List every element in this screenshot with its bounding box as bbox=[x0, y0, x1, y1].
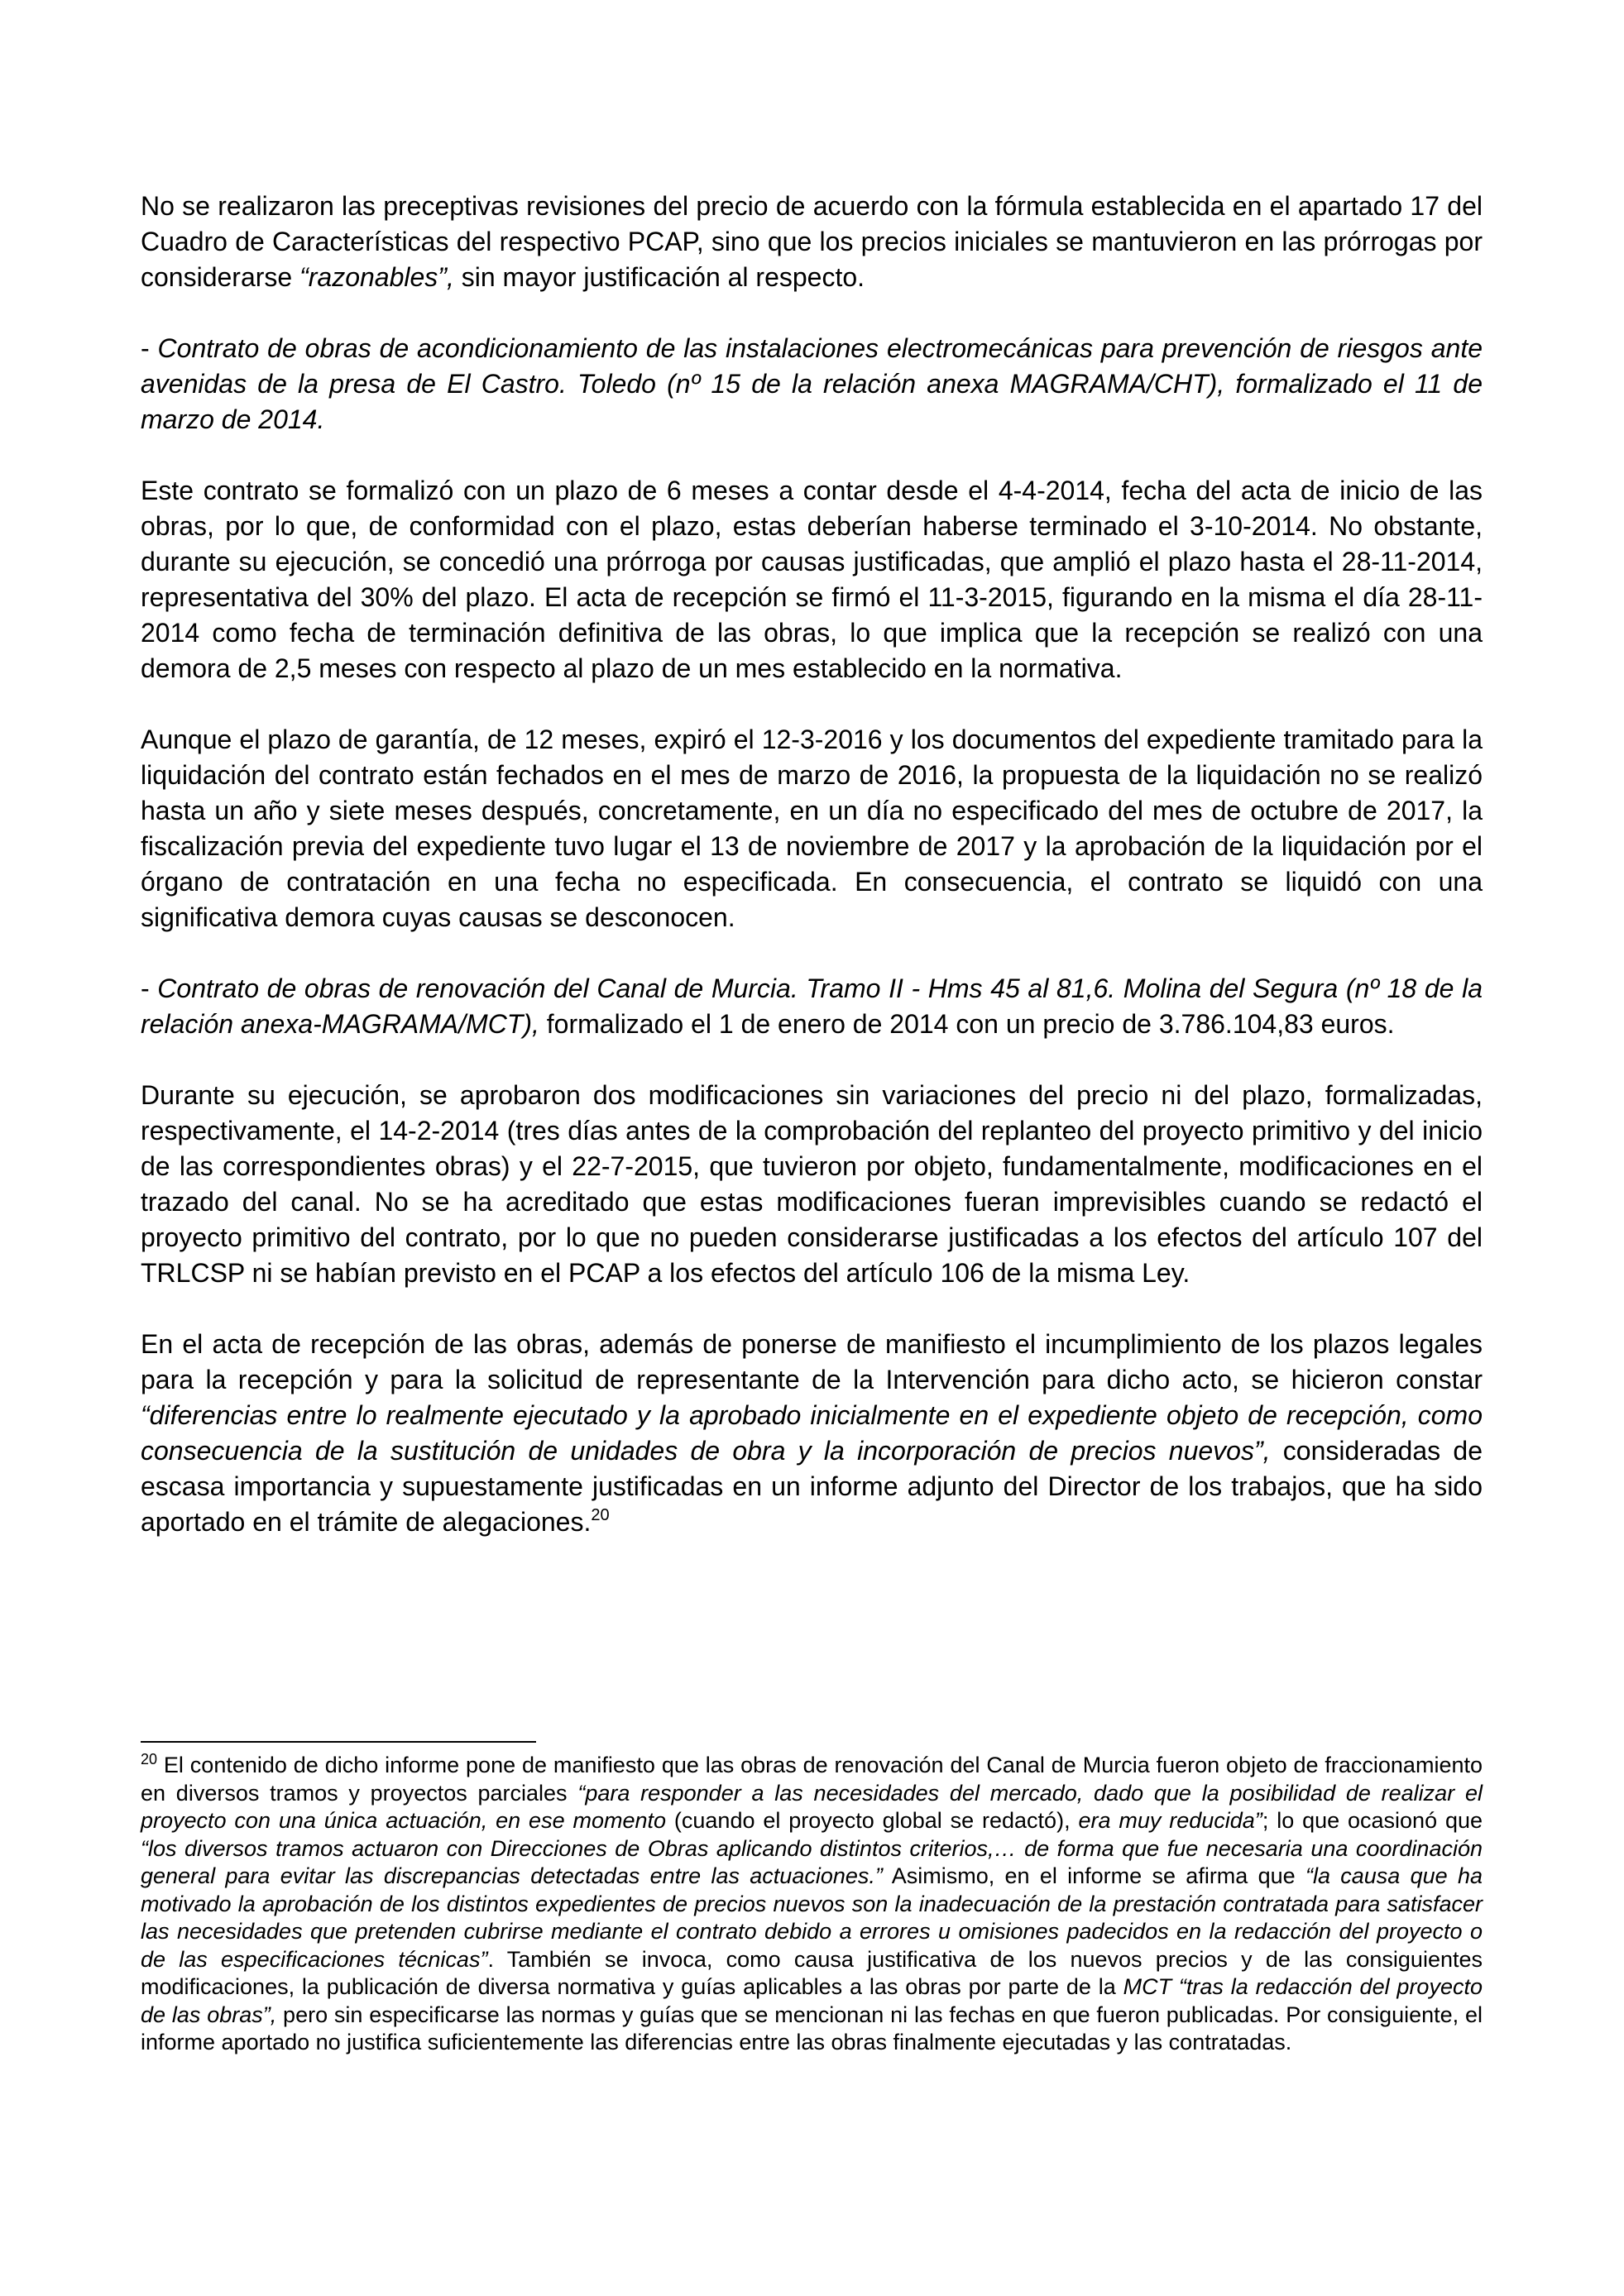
italic-text: “la causa que ha motivado la aprobación de los distintos expedientes de precios nuevos son la inadecuación de la prestación contratada para satisfacer las necesidades que pretenden cubrirse mediante el contrato debido a errores u omisiones padecidos en la redacción del proyecto o de las especificaciones técnicas” bbox=[141, 1863, 1483, 1972]
text-run: sin mayor justificación al respecto. bbox=[453, 262, 865, 292]
italic-text: “para responder a las necesidades del mercado, dado que la posibilidad de realizar el proyecto con una única actuación, en ese momento bbox=[141, 1780, 1483, 1833]
text-run: ; lo que ocasionó que bbox=[1262, 1808, 1483, 1833]
italic-text: Contrato de obras de acondicionamiento de las instalaciones electromecánicas para prevención de riesgos ante avenidas de la presa de El Castro. Toledo (nº 15 de la relación anexa MAGRAMA/CHT), formalizado el 11 de marzo de 2014. bbox=[141, 333, 1483, 434]
footnote-separator bbox=[141, 1741, 536, 1743]
paragraph bbox=[141, 1078, 1483, 1291]
italic-text: era muy reducida” bbox=[1078, 1808, 1262, 1833]
text-run: - bbox=[141, 333, 158, 363]
text-run: . También se invoca, como causa justificativa de los nuevos precios y de las consiguientes modificaciones, la publicación de diversa normativa y guías aplicables a las obras por parte de la bbox=[141, 1946, 1483, 1999]
paragraph bbox=[141, 189, 1483, 295]
paragraph bbox=[141, 722, 1483, 935]
paragraph bbox=[141, 971, 1483, 1042]
paragraph bbox=[141, 331, 1483, 438]
text-run: En el acta de recepción de las obras, además de ponerse de manifiesto el incumplimiento de los plazos legales para la recepción y para la solicitud de representante de la Intervención para dicho acto, se hicieron constar bbox=[141, 1329, 1483, 1394]
text-run: El contenido de dicho informe pone de manifiesto que las obras de renovación del Canal de Murcia fueron objeto de fraccionamiento en diversos tramos y proyectos parciales bbox=[141, 1753, 1483, 1806]
paragraph bbox=[141, 1327, 1483, 1540]
text-run: Este contrato se formalizó con un plazo de 6 meses a contar desde el 4-4-2014, fecha del acta de inicio de las obras, por lo que, de conformidad con el plazo, estas deberían haberse terminado el 3-10-2014. No obstante, durante su ejecución, se concedió una prórroga por causas justificadas, que amplió el plazo hasta el 28-11-2014, representativa del 30% del plazo. El acta de recepción se firmó el 11-3-2015, figurando en la misma el día 28-11-2014 como fecha de terminación definitiva de las obras, lo que implica que la recepción se realizó con una demora de 2,5 meses con respecto al plazo de un mes establecido en la normativa. bbox=[141, 476, 1483, 683]
text-run: No se realizaron las preceptivas revisiones del precio de acuerdo con la fórmula establecida en el apartado 17 del Cuadro de Características del respectivo PCAP, sino que los precios iniciales se mantuvieron en las prórrogas por considerarse bbox=[141, 191, 1483, 292]
text-run: formalizado el 1 de enero de 2014 con un precio de 3.786.104,83 euros. bbox=[539, 1009, 1395, 1039]
footnote bbox=[141, 1752, 1483, 2057]
text-run: Durante su ejecución, se aprobaron dos modificaciones sin variaciones del precio ni del plazo, formalizadas, respectivamente, el 14-2-2014 (tres días antes de la comprobación del replanteo del proyecto primitivo y del inicio de las correspondientes obras) y el 22-7-2015, que tuvieron por objeto, fundamentalmente, modificaciones en el trazado del canal. No se ha acreditado que estas modificaciones fueran imprevisibles cuando se redactó el proyecto primitivo del contrato, por lo que no pueden considerarse justificadas a los efectos del artículo 107 del TRLCSP ni se habían previsto en el PCAP a los efectos del artículo 106 de la misma Ley. bbox=[141, 1080, 1483, 1288]
text-run: Aunque el plazo de garantía, de 12 meses, expiró el 12-3-2016 y los documentos del expediente tramitado para la liquidación del contrato están fechados en el mes de marzo de 2016, la propuesta de la liquidación no se realizó hasta un año y siete meses después, concretamente, en un día no especificado del mes de octubre de 2017, la fiscalización previa del expediente tuvo lugar el 13 de noviembre de 2017 y la aprobación de la liquidación por el órgano de contratación en una fecha no especificada. En consecuencia, el contrato se liquidó con una significativa demora cuyas causas se desconocen. bbox=[141, 725, 1483, 932]
italic-text: “los diversos tramos actuaron con Direcciones de Obras aplicando distintos criterios,… de forma que fue necesaria una coordinación general para evitar las discrepancias detectadas entre las actuaciones.” bbox=[141, 1835, 1483, 1888]
text-run: pero sin especificarse las normas y guías que se mencionan ni las fechas en que fueron publicadas. Por consiguiente, el informe aportado no justifica suficientemente las diferencias entre las obras finalmente ejecutadas y las contratadas. bbox=[141, 2002, 1483, 2054]
paragraph bbox=[141, 473, 1483, 686]
footnote-reference: 20 bbox=[591, 1506, 610, 1524]
text-run: (cuando el proyecto global se redactó), bbox=[666, 1808, 1079, 1833]
italic-text: MCT “tras la redacción del proyecto de las obras”, bbox=[141, 1974, 1483, 2027]
footnote-text bbox=[141, 1753, 1483, 2054]
text-run: - bbox=[141, 973, 158, 1003]
text-run: Asimismo, en el informe se afirma que bbox=[882, 1863, 1305, 1888]
document-body bbox=[141, 189, 1483, 1540]
italic-text: “razonables”, bbox=[299, 262, 454, 292]
italic-text: “diferencias entre lo realmente ejecutado y la aprobado inicialmente en el expediente objeto de recepción, como consecuencia de la sustitución de unidades de obra y la incorporación de precios nuevos”, bbox=[141, 1400, 1483, 1466]
text-run: consideradas de escasa importancia y supuestamente justificadas en un informe adjunto del Director de los trabajos, que ha sido aportado en el trámite de alegaciones. bbox=[141, 1436, 1483, 1537]
italic-text: Contrato de obras de renovación del Canal de Murcia. Tramo II - Hms 45 al 81,6. Molina del Segura (nº 18 de la relación anexa-MAGRAMA/MCT), bbox=[141, 973, 1483, 1039]
footnote-mark: 20 bbox=[141, 1751, 158, 1767]
